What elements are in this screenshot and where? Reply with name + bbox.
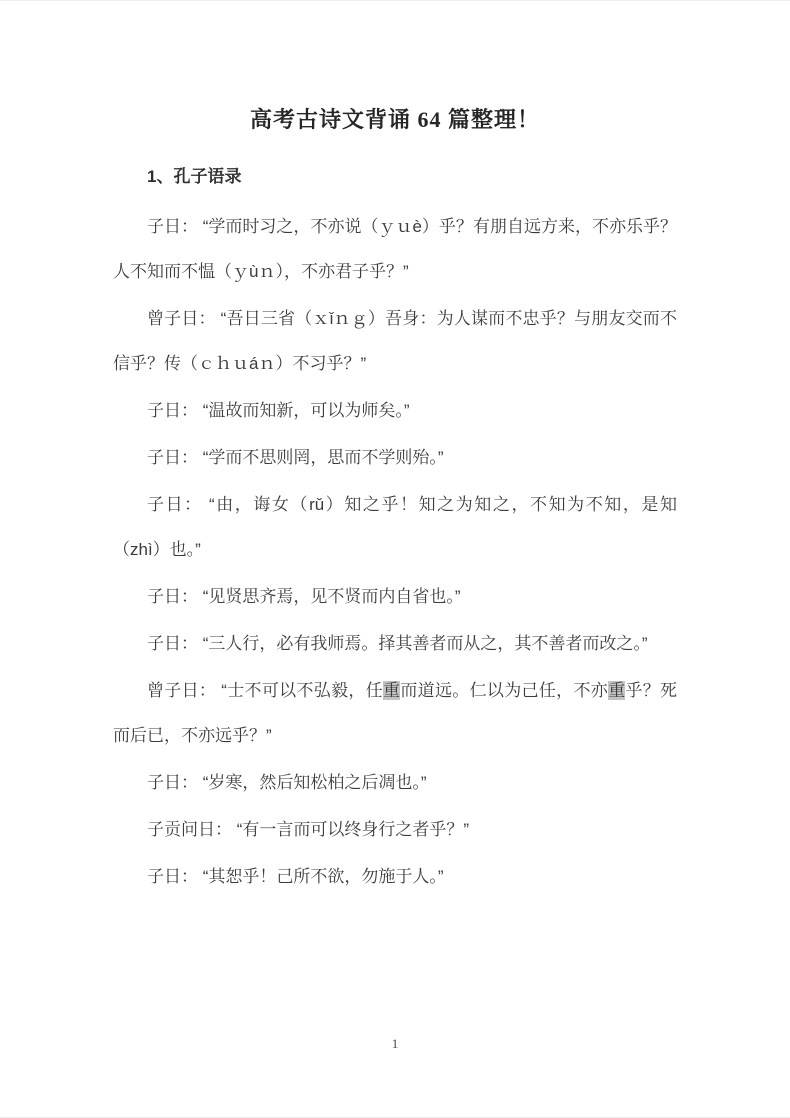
paragraph-quote-5	[113, 482, 677, 572]
section-heading: 1、孔子语录	[147, 167, 242, 186]
text-run: 子日： “学而时习之，不亦说（ｙｕè）乎？有朋自远方来，不亦乐乎？人不知而不愠（ｙùｎ），不亦君子乎？”	[113, 217, 677, 281]
text-run: 曾子日： “士不可以不弘毅，任	[147, 681, 384, 700]
text-run: 子日： “学而不思则罔，思而不学则殆。”	[147, 448, 444, 467]
document-body	[113, 204, 677, 899]
text-run: 子日： “见贤思齐焉，见不贤而内自省也。”	[147, 587, 461, 606]
text-run: 子日： “由，诲女（rǔ）知之乎！知之为知之，不知为不知，是知（zhì）也。”	[113, 495, 677, 559]
text-run: 曾子日： “吾日三省（ｘǐｎｇ）吾身：为人谋而不忠乎？与朋友交而不信乎？传（ｃｈｕáｎ）不习乎？”	[113, 309, 677, 373]
text-run: 乎？死而后已，不亦远乎？”	[113, 681, 678, 745]
paragraph-quote-6	[113, 574, 677, 619]
text-run: 子日： “温故而知新，可以为师矣。”	[147, 401, 410, 420]
text-run: 子日： “岁寒，然后知松柏之后凋也。”	[147, 773, 427, 792]
page-footer	[0, 1035, 790, 1053]
text-run: 子日： “其恕乎！己所不欲，勿施于人。”	[147, 867, 444, 886]
text-run: 子日： “三人行，必有我师焉。择其善者而从之，其不善者而改之。”	[147, 634, 648, 653]
paragraph-quote-7	[113, 621, 677, 666]
paragraph-quote-11	[113, 854, 677, 899]
paragraph-quote-4	[113, 435, 677, 480]
highlighted-char: 重	[383, 681, 401, 700]
paragraph-quote-2	[113, 296, 677, 386]
paragraph-quote-10	[113, 807, 677, 852]
paragraph-quote-9	[113, 760, 677, 805]
paragraph-quote-1	[113, 204, 677, 294]
document-title: 高考古诗文背诵 64 篇整理！	[249, 107, 540, 132]
page-number: 1	[391, 1036, 399, 1051]
text-run: 而道远。仁以为己任，不亦	[400, 681, 609, 700]
text-run: 子贡问日： “有一言而可以终身行之者乎？”	[147, 820, 470, 839]
highlighted-char: 重	[608, 681, 626, 700]
paragraph-quote-3	[113, 388, 677, 433]
paragraph-quote-8	[113, 668, 677, 758]
